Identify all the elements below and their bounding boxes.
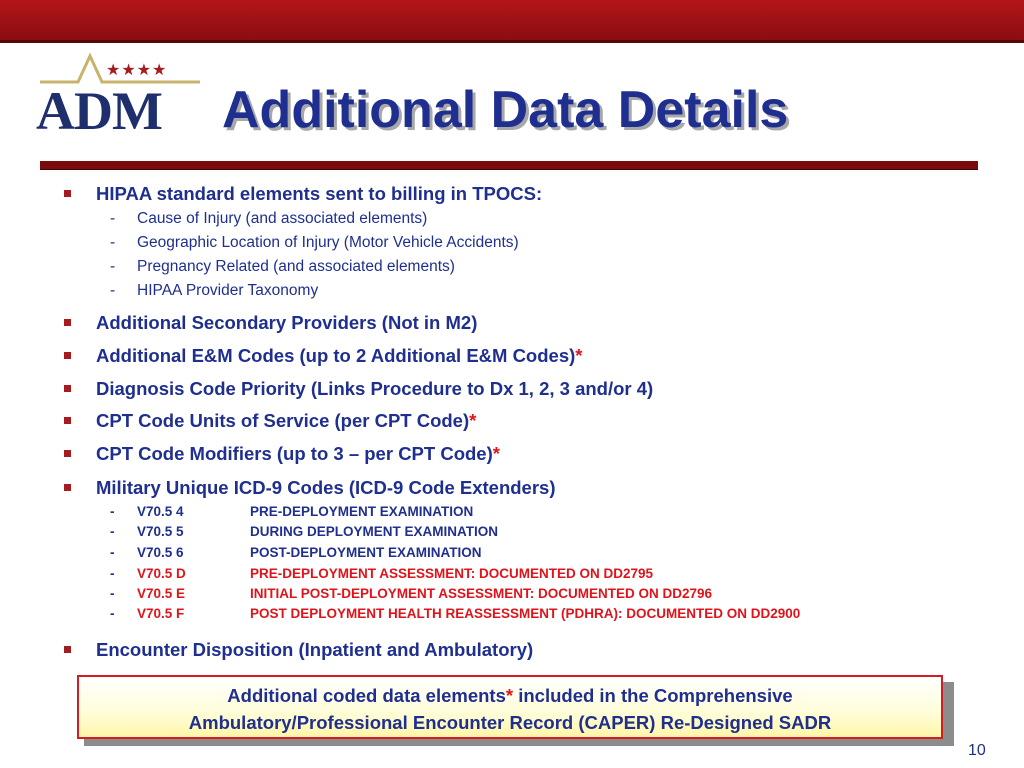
icd-code-description: PRE-DEPLOYMENT ASSESSMENT: DOCUMENTED ON DD2795	[250, 566, 654, 581]
logo-stars: ★★★★	[106, 62, 168, 79]
sub-item-text: HIPAA Provider Taxonomy	[137, 282, 319, 299]
bullet-text: CPT Code Units of Service (per CPT Code)	[96, 410, 470, 431]
icd-code: V70.5 F	[137, 606, 185, 621]
dash-marker: -	[110, 606, 115, 621]
page-number: 10	[968, 742, 986, 759]
logo-text: ADM	[36, 81, 162, 141]
dash-marker: -	[110, 566, 115, 581]
icd-code: V70.5 E	[137, 586, 186, 601]
icd-code-description: DURING DEPLOYMENT EXAMINATION	[250, 524, 499, 539]
bullet-square-icon	[64, 450, 71, 457]
icd-code: V70.5 D	[137, 566, 186, 581]
header-bar-edge	[0, 40, 1024, 43]
callout-text: included in the Comprehensive	[513, 685, 793, 706]
dash-marker: -	[110, 524, 115, 539]
bullet-text: Encounter Disposition (Inpatient and Ambulatory)	[96, 639, 534, 660]
bullet-square-icon	[64, 190, 71, 197]
bullet-square-icon	[64, 352, 71, 359]
adm-logo	[28, 52, 208, 142]
bullet-text: HIPAA standard elements sent to billing in TPOCS:	[96, 183, 543, 204]
sub-item-text: Pregnancy Related (and associated elements)	[137, 258, 455, 275]
icd-code: V70.5 4	[137, 504, 184, 519]
sub-item-text: Geographic Location of Injury (Motor Vehicle Accidents)	[137, 234, 519, 251]
asterisk: *	[492, 443, 500, 464]
dash-marker: -	[110, 504, 115, 519]
callout-text: Additional coded data elements	[227, 685, 506, 706]
dash-marker: -	[110, 210, 116, 227]
bullet-square-icon	[64, 484, 71, 491]
dash-marker: -	[110, 545, 115, 560]
callout-line-2: Ambulatory/Professional Encounter Record (CAPER) Re-Designed SADR	[188, 712, 832, 733]
icd-code-description: INITIAL POST-DEPLOYMENT ASSESSMENT: DOCUMENTED ON DD2796	[250, 586, 713, 601]
dash-marker: -	[110, 234, 116, 251]
bullet-square-icon	[64, 646, 71, 653]
bullet-text: CPT Code Modifiers (up to 3 – per CPT Code)	[96, 443, 493, 464]
dash-marker: -	[110, 258, 116, 275]
bullet-square-icon	[64, 385, 71, 392]
bullet-text: Additional E&M Codes (up to 2 Additional E&M Codes)	[96, 345, 576, 366]
dash-marker: -	[110, 282, 116, 299]
bullet-square-icon	[64, 417, 71, 424]
callout-box	[77, 675, 943, 739]
bullet-text: Additional Secondary Providers (Not in M2)	[96, 312, 478, 333]
bullet-text: Military Unique ICD-9 Codes (ICD-9 Code Extenders)	[96, 477, 556, 498]
icd-code: V70.5 6	[137, 545, 184, 560]
asterisk: *	[505, 685, 514, 706]
title-divider	[40, 161, 978, 170]
sub-item-text: Cause of Injury (and associated elements)	[137, 210, 428, 227]
dash-marker: -	[110, 586, 115, 601]
icd-code-description: PRE-DEPLOYMENT EXAMINATION	[250, 504, 474, 519]
bullet-square-icon	[64, 319, 71, 326]
page-title: Additional Data Details	[222, 81, 789, 139]
bullet-text: Diagnosis Code Priority (Links Procedure to Dx 1, 2, 3 and/or 4)	[96, 378, 654, 399]
asterisk: *	[469, 410, 477, 431]
icd-code-description: POST DEPLOYMENT HEALTH REASSESSMENT (PDHRA): DOCUMENTED ON DD2900	[250, 606, 801, 621]
icd-code: V70.5 5	[137, 524, 184, 539]
icd-code-description: POST-DEPLOYMENT EXAMINATION	[250, 545, 482, 560]
callout-line-1	[79, 682, 941, 709]
asterisk: *	[575, 345, 583, 366]
header-bar	[0, 0, 1024, 40]
